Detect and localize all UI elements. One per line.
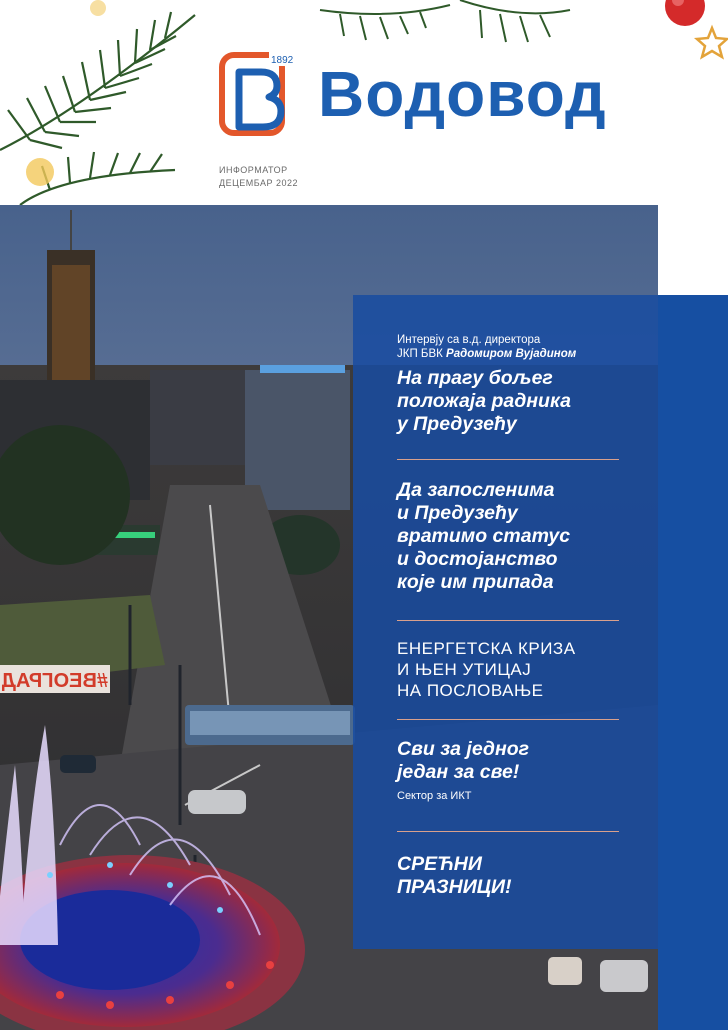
interview-org: ЈКП БВК — [397, 348, 443, 360]
interview-subject-line — [397, 347, 576, 361]
section-divider — [397, 831, 619, 832]
headline-line: НА ПОСЛОВАЊЕ — [397, 681, 544, 700]
issue-info — [219, 164, 298, 190]
headline-line: ПРАЗНИЦИ! — [397, 876, 512, 898]
headline-line: положаја радника — [397, 390, 571, 412]
ornament-light — [26, 158, 54, 186]
cover-contents-panel — [353, 295, 658, 949]
headline-line: у Предузећу — [397, 413, 517, 435]
headline-line: И ЊЕН УТИЦАЈ — [397, 660, 532, 679]
publication-label: ИНФОРМАТОР — [219, 165, 288, 175]
star-ornament — [697, 28, 727, 57]
interview-person: Радомиром Вујадином — [446, 348, 577, 360]
headline-line: ЕНЕРГЕТСКА КРИЗА — [397, 639, 576, 658]
issue-date: ДЕЦЕМБАР 2022 — [219, 178, 298, 188]
ornament-light — [90, 0, 106, 16]
headline-line: СРЕЋНИ — [397, 853, 482, 875]
headline-energy-crisis — [397, 638, 576, 701]
headline-line: Сви за једног — [397, 738, 530, 760]
headline-interview — [397, 367, 571, 436]
logo-year: 1892 — [271, 55, 294, 66]
headline-line: један за све! — [397, 761, 520, 783]
interview-intro — [397, 333, 576, 361]
vodovod-logo-icon — [219, 52, 297, 138]
interview-intro-line: Интервју са в.д. директора — [397, 334, 541, 346]
headline-status — [397, 479, 570, 594]
section-divider — [397, 719, 619, 720]
headline-line: које им припада — [397, 571, 554, 593]
brand-name: Водовод — [318, 58, 607, 130]
red-bauble-ornament — [665, 0, 705, 26]
pine-branch-decoration-left — [0, 0, 210, 205]
headline-line: и Предузећу — [397, 502, 518, 524]
ict-sector-credit: Сектор за ИКТ — [397, 790, 472, 802]
headline-holidays — [397, 853, 512, 899]
headline-line: и достојанство — [397, 548, 558, 570]
section-divider — [397, 620, 619, 621]
headline-line: Да запосленима — [397, 479, 555, 501]
headline-line: вратимо статус — [397, 525, 571, 547]
headline-ict — [397, 738, 529, 784]
city-sign-text: #BEOГPAД — [1, 670, 108, 692]
headline-line: На прагу бољег — [397, 367, 553, 389]
section-divider — [397, 459, 619, 460]
side-color-band — [658, 295, 728, 1030]
